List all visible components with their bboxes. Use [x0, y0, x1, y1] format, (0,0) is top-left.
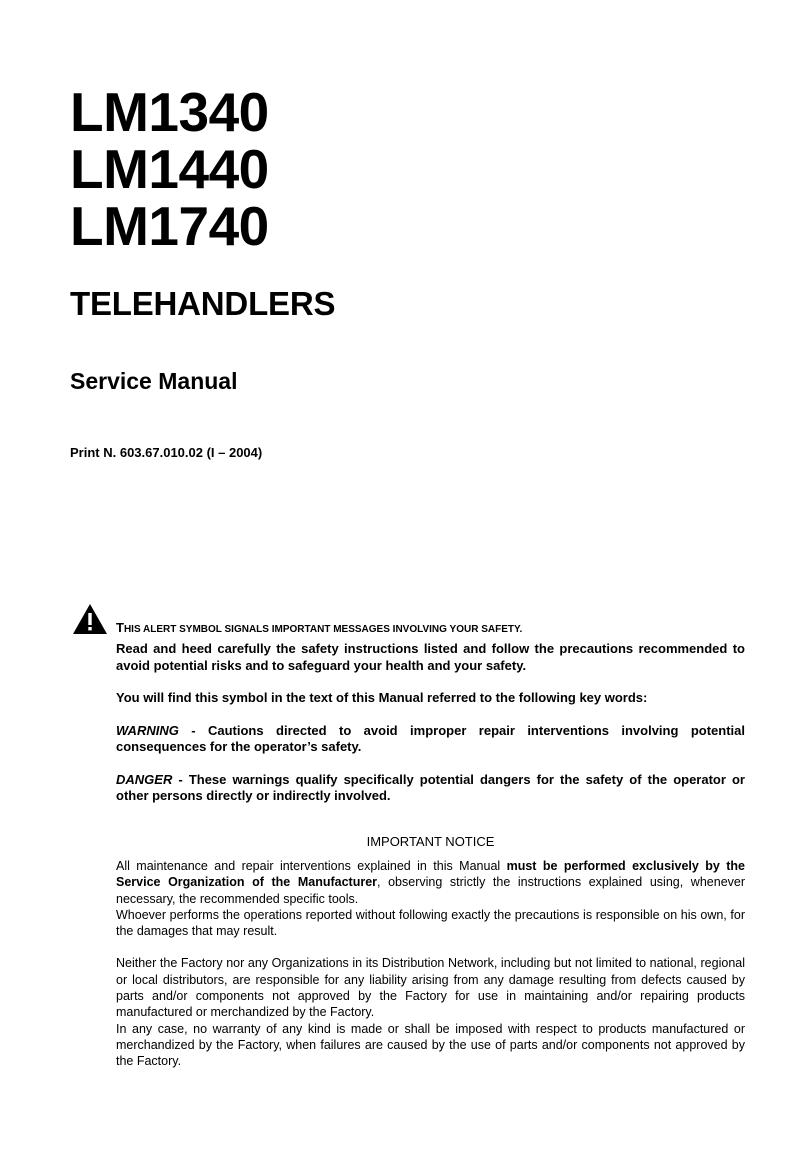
notice-paragraph: Neither the Factory nor any Organizations in its Distribution Network, including but not limited to national, regional or local distributors, are responsible for any liability arising from any damage resulting from defects caused by parts and/or components not approved by the Factory for use in maintaining and/or repairing products manufactured or merchandized by the Factory.: [116, 956, 745, 1020]
warning-definition: WARNING - Cautions directed to avoid improper repair interventions involving potential consequences for the operator’s safety.: [116, 722, 745, 754]
model-title: LM1740: [70, 195, 269, 257]
warning-triangle-icon: [72, 603, 108, 635]
notice-title: IMPORTANT NOTICE: [366, 834, 495, 849]
danger-keyword: DANGER: [116, 771, 173, 787]
print-number: Print N. 603.67.010.02 (I – 2004): [70, 445, 263, 460]
notice-paragraph: All maintenance and repair interventions explained in this Manual must be performed exclusively by the Service Organization of the Manufacturer, observing strictly the instructions explained using, whenever necessary, the recommended specific tools.: [116, 859, 746, 906]
alert-heading: THIS ALERT SYMBOL SIGNALS IMPORTANT MESSAGES INVOLVING YOUR SAFETY.: [116, 620, 523, 635]
model-list: [70, 81, 269, 257]
model-title: LM1440: [70, 138, 269, 200]
model-title: LM1340: [70, 81, 269, 143]
notice-body: [116, 858, 745, 1070]
danger-definition: DANGER - These warnings qualify specifically potential dangers for the safety of the operator or other persons directly or indirectly involved.: [116, 771, 745, 803]
warning-keyword: WARNING: [116, 722, 179, 738]
notice-paragraph: In any case, no warranty of any kind is made or shall be imposed with respect to products manufactured or merchandized by the Factory, when failures are caused by the use of parts and/or components not approved by the Factory.: [116, 1021, 745, 1069]
safety-section: [116, 620, 745, 821]
safety-paragraph: Read and heed carefully the safety instructions listed and follow the precautions recommended to avoid potential risks and to safeguard your health and your safety.: [116, 641, 745, 673]
product-title: TELEHANDLERS: [70, 285, 336, 322]
safety-paragraph: You will find this symbol in the text of this Manual referred to the following key words:: [116, 690, 648, 705]
document-type: Service Manual: [70, 368, 238, 394]
notice-paragraph: Whoever performs the operations reported without following exactly the precautions is responsible on his own, for the damages that may result.: [116, 907, 745, 939]
